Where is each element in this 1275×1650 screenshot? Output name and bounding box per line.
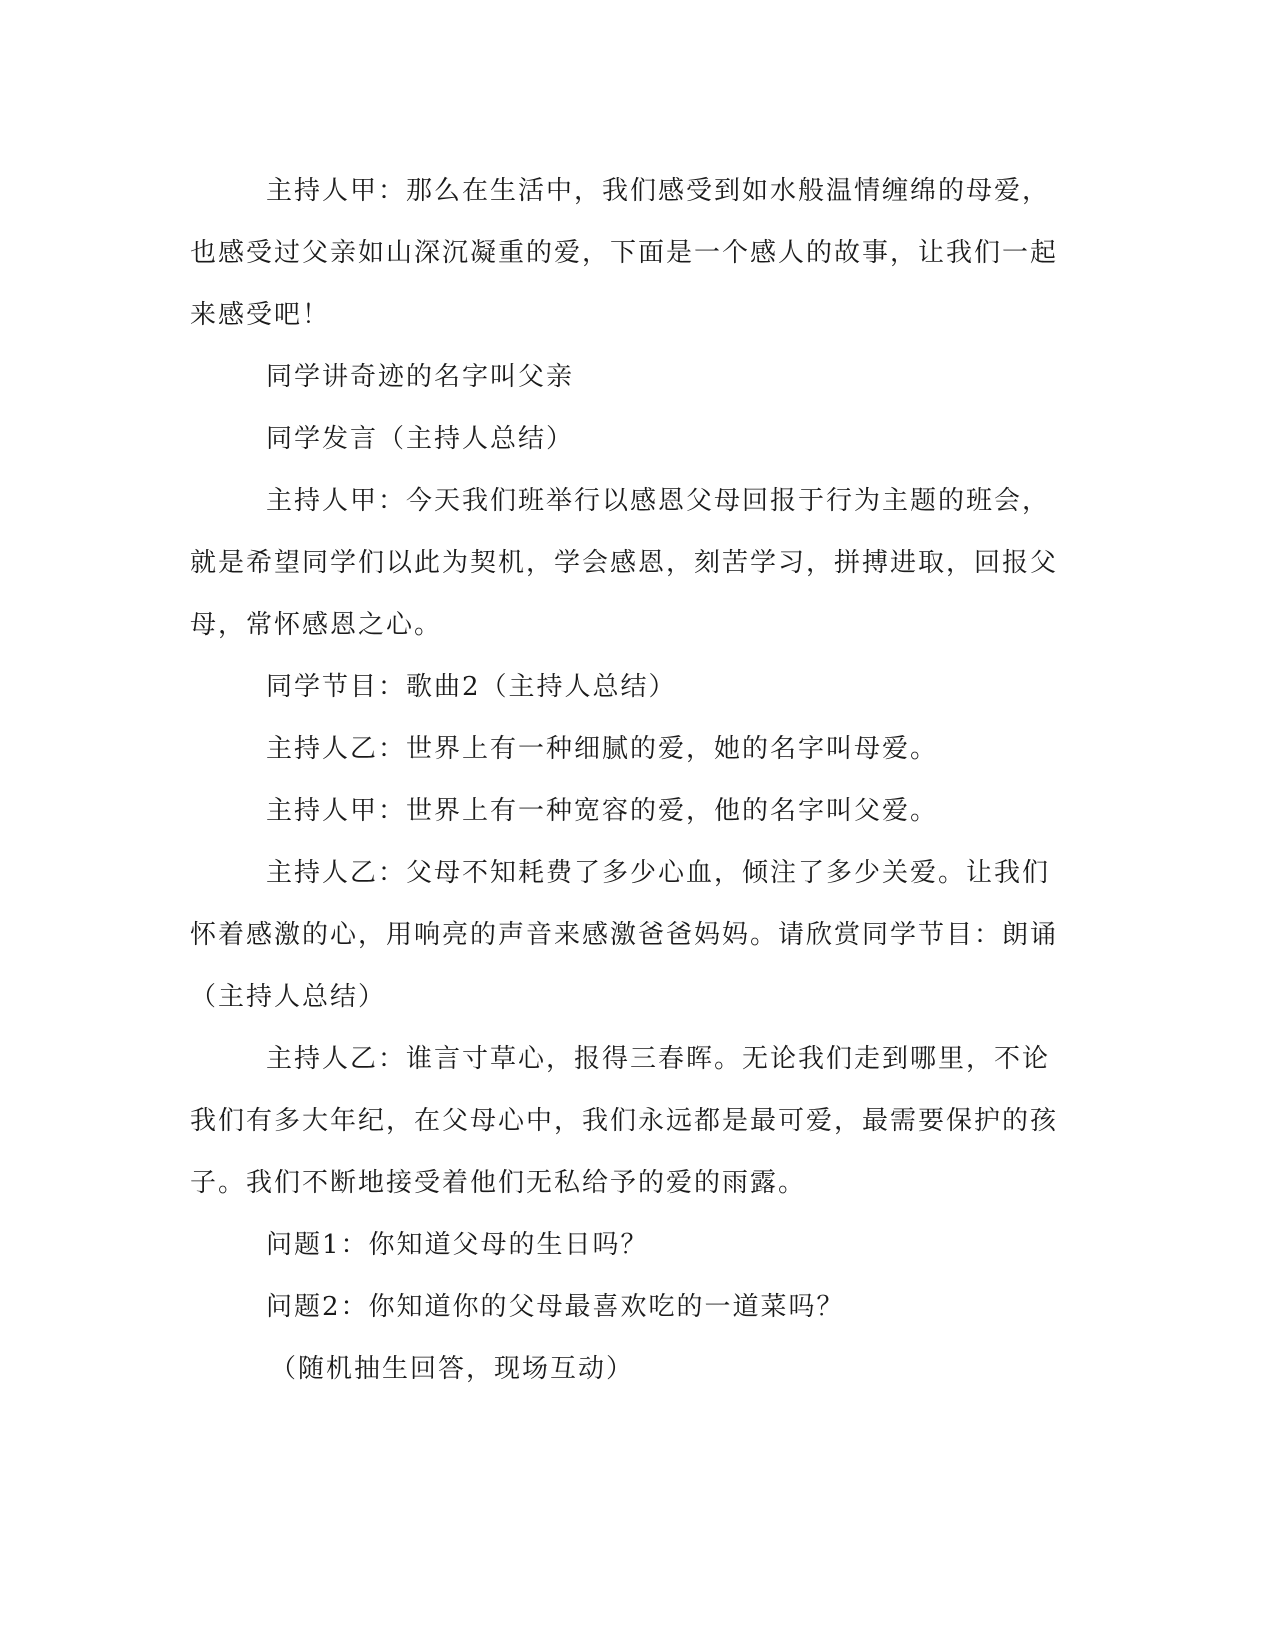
paragraph-interaction-note: （随机抽生回答，现场互动）: [270, 1354, 635, 1384]
paragraph-host-a-intro: 主持人甲：那么在生活中，我们感受到如水般温情缠绵的母爱，也感受过父亲如山深沉凝重的爱，下面是一个感人的故事，让我们一起来感受吧！: [190, 176, 1059, 330]
paragraph-host-a-theme: 主持人甲：今天我们班举行以感恩父母回报于行为主题的班会，就是希望同学们以此为契机，学会感恩，刻苦学习，拼搏进取，回报父母，常怀感恩之心。: [190, 486, 1059, 640]
paragraph-song: 同学节目：歌曲2（主持人总结）: [266, 672, 677, 702]
paragraph-question-2: 问题2：你知道你的父母最喜欢吃的一道菜吗？: [266, 1292, 845, 1322]
paragraph-host-a-father: 主持人甲：世界上有一种宽容的爱，他的名字叫父爱。: [266, 796, 939, 826]
document-body: [190, 160, 1070, 1400]
paragraph-host-b-poem: 主持人乙：谁言寸草心，报得三春晖。无论我们走到哪里，不论我们有多大年纪，在父母心中，我们永远都是最可爱，最需要保护的孩子。我们不断地接受着他们无私给予的爱的雨露。: [190, 1044, 1059, 1198]
paragraph-story: 同学讲奇迹的名字叫父亲: [266, 362, 575, 392]
paragraph-host-b-mother: 主持人乙：世界上有一种细腻的爱，她的名字叫母爱。: [266, 734, 939, 764]
paragraph-student-speech: 同学发言（主持人总结）: [266, 424, 575, 454]
paragraph-question-1: 问题1：你知道父母的生日吗？: [266, 1230, 649, 1260]
paragraph-host-b-recitation: 主持人乙：父母不知耗费了多少心血，倾注了多少关爱。让我们怀着感激的心，用响亮的声音来感激爸爸妈妈。请欣赏同学节目：朗诵（主持人总结）: [190, 858, 1059, 1012]
